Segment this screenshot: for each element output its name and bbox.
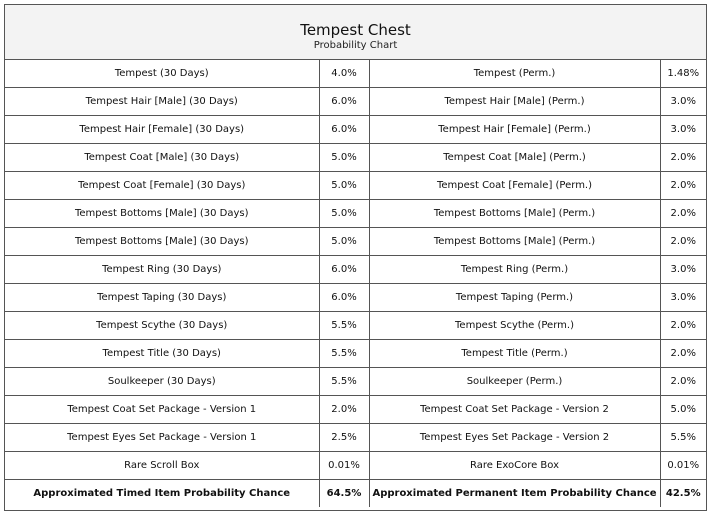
timed-total-label: Approximated Timed Item Probability Chance bbox=[5, 480, 319, 508]
timed-total-value: 64.5% bbox=[319, 480, 369, 508]
table-row bbox=[5, 88, 706, 116]
probability-chart bbox=[4, 4, 707, 511]
timed-item-name: Tempest Bottoms [Male] (30 Days) bbox=[5, 228, 319, 256]
totals-row bbox=[5, 480, 706, 508]
table-row bbox=[5, 60, 706, 88]
timed-item-name: Tempest Hair [Male] (30 Days) bbox=[5, 88, 319, 116]
perm-total-label: Approximated Permanent Item Probability Chance bbox=[369, 480, 660, 508]
perm-item-name: Tempest Bottoms [Male] (Perm.) bbox=[369, 200, 660, 228]
table-row bbox=[5, 144, 706, 172]
table-row bbox=[5, 172, 706, 200]
chart-header bbox=[5, 5, 706, 60]
timed-item-rate: 6.0% bbox=[319, 88, 369, 116]
perm-item-name: Tempest Eyes Set Package - Version 2 bbox=[369, 424, 660, 452]
timed-item-name: Tempest (30 Days) bbox=[5, 60, 319, 88]
probability-table bbox=[5, 60, 706, 507]
perm-item-rate: 5.5% bbox=[660, 424, 706, 452]
perm-item-name: Tempest Scythe (Perm.) bbox=[369, 312, 660, 340]
perm-item-rate: 2.0% bbox=[660, 340, 706, 368]
timed-item-name: Tempest Coat [Male] (30 Days) bbox=[5, 144, 319, 172]
timed-item-name: Tempest Title (30 Days) bbox=[5, 340, 319, 368]
table-row bbox=[5, 396, 706, 424]
timed-item-name: Rare Scroll Box bbox=[5, 452, 319, 480]
timed-item-rate: 5.0% bbox=[319, 172, 369, 200]
perm-item-name: Rare ExoCore Box bbox=[369, 452, 660, 480]
timed-item-name: Tempest Scythe (30 Days) bbox=[5, 312, 319, 340]
perm-item-name: Tempest Coat [Male] (Perm.) bbox=[369, 144, 660, 172]
perm-item-rate: 1.48% bbox=[660, 60, 706, 88]
table-row bbox=[5, 284, 706, 312]
timed-item-name: Tempest Hair [Female] (30 Days) bbox=[5, 116, 319, 144]
perm-item-name: Tempest Title (Perm.) bbox=[369, 340, 660, 368]
timed-item-rate: 5.5% bbox=[319, 312, 369, 340]
table-row bbox=[5, 452, 706, 480]
table-row bbox=[5, 228, 706, 256]
timed-item-name: Tempest Taping (30 Days) bbox=[5, 284, 319, 312]
timed-item-rate: 5.0% bbox=[319, 144, 369, 172]
timed-item-name: Tempest Coat [Female] (30 Days) bbox=[5, 172, 319, 200]
table-row bbox=[5, 200, 706, 228]
perm-item-rate: 5.0% bbox=[660, 396, 706, 424]
timed-item-name: Tempest Ring (30 Days) bbox=[5, 256, 319, 284]
perm-item-rate: 2.0% bbox=[660, 228, 706, 256]
timed-item-rate: 0.01% bbox=[319, 452, 369, 480]
perm-item-rate: 3.0% bbox=[660, 256, 706, 284]
perm-item-name: Tempest Coat [Female] (Perm.) bbox=[369, 172, 660, 200]
table-row bbox=[5, 340, 706, 368]
chart-title: Tempest Chest bbox=[300, 21, 411, 39]
timed-item-rate: 5.0% bbox=[319, 200, 369, 228]
perm-item-rate: 2.0% bbox=[660, 368, 706, 396]
perm-item-name: Tempest Coat Set Package - Version 2 bbox=[369, 396, 660, 424]
table-row bbox=[5, 116, 706, 144]
perm-item-name: Tempest Hair [Female] (Perm.) bbox=[369, 116, 660, 144]
timed-item-rate: 6.0% bbox=[319, 284, 369, 312]
timed-item-rate: 5.5% bbox=[319, 340, 369, 368]
perm-total-value: 42.5% bbox=[665, 488, 701, 499]
timed-item-name: Tempest Coat Set Package - Version 1 bbox=[5, 396, 319, 424]
perm-item-rate: 3.0% bbox=[660, 88, 706, 116]
perm-item-rate: 0.01% bbox=[660, 452, 706, 480]
perm-item-name: Tempest Taping (Perm.) bbox=[369, 284, 660, 312]
timed-item-name: Soulkeeper (30 Days) bbox=[5, 368, 319, 396]
table-row bbox=[5, 312, 706, 340]
perm-item-rate: 3.0% bbox=[660, 116, 706, 144]
table-row bbox=[5, 424, 706, 452]
perm-item-name: Tempest Hair [Male] (Perm.) bbox=[369, 88, 660, 116]
perm-item-rate: 2.0% bbox=[660, 172, 706, 200]
chart-subtitle: Probability Chart bbox=[313, 40, 398, 51]
timed-item-rate: 4.0% bbox=[319, 60, 369, 88]
timed-item-rate: 2.5% bbox=[319, 424, 369, 452]
timed-item-rate: 5.0% bbox=[319, 228, 369, 256]
perm-item-rate: 2.0% bbox=[660, 200, 706, 228]
table-row bbox=[5, 256, 706, 284]
perm-item-rate: 2.0% bbox=[660, 312, 706, 340]
timed-item-name: Tempest Bottoms [Male] (30 Days) bbox=[5, 200, 319, 228]
timed-item-name: Tempest Eyes Set Package - Version 1 bbox=[5, 424, 319, 452]
perm-item-name: Tempest Ring (Perm.) bbox=[369, 256, 660, 284]
timed-item-rate: 6.0% bbox=[319, 116, 369, 144]
perm-item-rate: 3.0% bbox=[660, 284, 706, 312]
perm-item-rate: 2.0% bbox=[660, 144, 706, 172]
timed-item-rate: 6.0% bbox=[319, 256, 369, 284]
perm-item-name: Soulkeeper (Perm.) bbox=[369, 368, 660, 396]
timed-item-rate: 5.5% bbox=[319, 368, 369, 396]
perm-item-name: Tempest Bottoms [Male] (Perm.) bbox=[369, 228, 660, 256]
probability-rows bbox=[5, 60, 706, 507]
perm-item-name: Tempest (Perm.) bbox=[369, 60, 660, 88]
timed-item-rate: 2.0% bbox=[319, 396, 369, 424]
table-row bbox=[5, 368, 706, 396]
